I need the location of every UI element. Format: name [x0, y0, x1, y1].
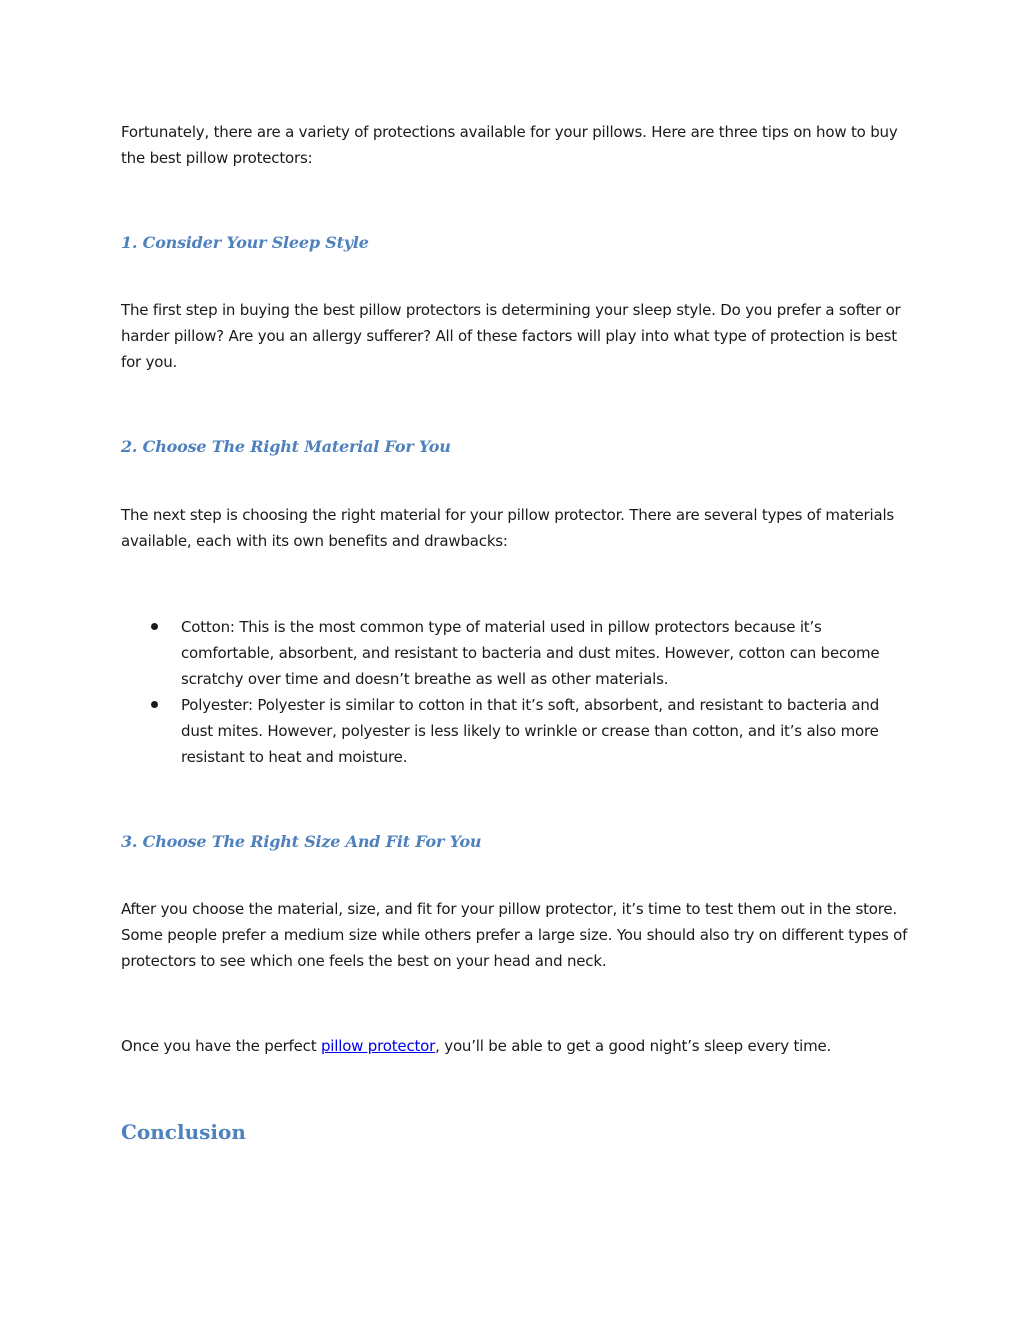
- conclusion-heading: Conclusion: [121, 1120, 246, 1144]
- list-item: [121, 614, 911, 692]
- bullet-icon: [151, 623, 158, 630]
- section-1-paragraph: The first step in buying the best pillow protectors is determining your sleep style. Do you prefer a softer or harder pillow? Are you an allergy sufferer? All of these factors will play into what type of protection is best for you.: [121, 301, 901, 371]
- section-2-paragraph: The next step is choosing the right material for your pillow protector. There are several types of materials available, each with its own benefits and drawbacks:: [121, 506, 895, 550]
- section-3-paragraph: After you choose the material, size, and fit for your pillow protector, it’s time to test them out in the store. Some people prefer a medium size while others prefer a large size. You should also try on different types of protectors to see which one feels the best on your head and neck.: [121, 900, 908, 970]
- section-2-heading: 2. Choose The Right Material For You: [121, 437, 451, 456]
- closing-paragraph: [121, 1033, 911, 1059]
- materials-list: [121, 614, 911, 770]
- list-item-text: Cotton: This is the most common type of material used in pillow protectors because it’s comfortable, absorbent, and resistant to bacteria and dust mites. However, cotton can become scratchy over time and doesn’t breathe as well as other materials.: [181, 618, 880, 688]
- bullet-icon: [151, 701, 158, 708]
- pillow-protector-link[interactable]: pillow protector: [320, 1037, 436, 1055]
- closing-text-before: Once you have the perfect: [121, 1037, 321, 1055]
- list-item-text: Polyester: Polyester is similar to cotton in that it’s soft, absorbent, and resistant to bacteria and dust mites. However, polyester is less likely to wrinkle or crease than cotton, and it’s also more resistant to heat and moisture.: [181, 696, 880, 766]
- intro-paragraph: Fortunately, there are a variety of protections available for your pillows. Here are three tips on how to buy the best pillow protectors:: [121, 123, 898, 167]
- section-3-heading: 3. Choose The Right Size And Fit For You: [121, 832, 482, 851]
- list-item: [121, 692, 911, 770]
- closing-text-after: , you’ll be able to get a good night’s sleep every time.: [435, 1037, 832, 1055]
- section-1-heading: 1. Consider Your Sleep Style: [121, 233, 369, 252]
